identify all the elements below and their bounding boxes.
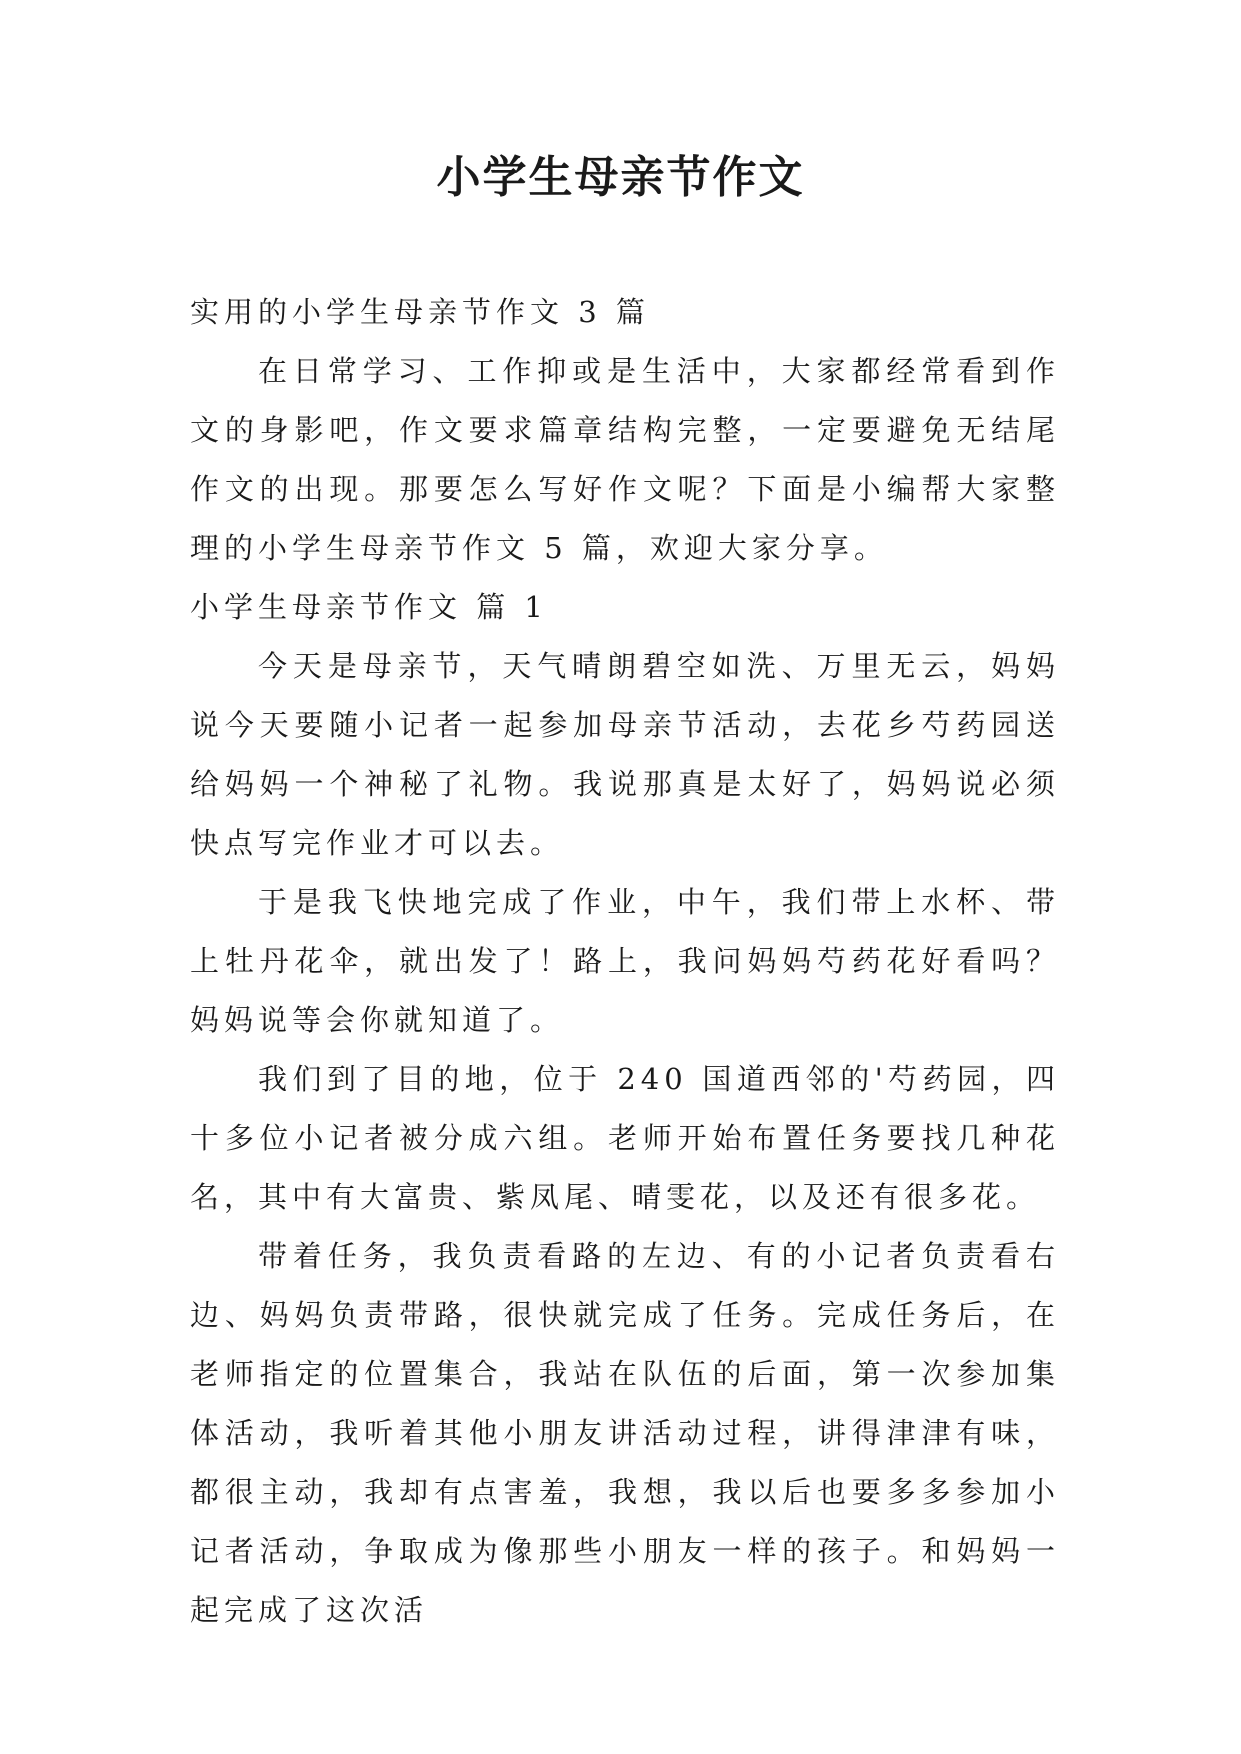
section-heading: 小学生母亲节作文 篇 1: [190, 590, 548, 624]
body-paragraph: 带着任务，我负责看路的左边、有的小记者负责看右边、妈妈负责带路，很快就完成了任务。完成任务后，在老师指定的位置集合，我站在队伍的后面，第一次参加集体活动，我听着其他小朋友讲活动过程，讲得津津有味，都很主动，我却有点害羞，我想，我以后也要多多参加小记者活动，争取成为像那些小朋友一样的孩子。和妈妈一起完成了这次活: [190, 1239, 1060, 1627]
body-paragraph: 于是我飞快地完成了作业，中午，我们带上水杯、带上牡丹花伞，就出发了！路上，我问妈妈芍药花好看吗？妈妈说等会你就知道了。: [190, 885, 1060, 1037]
body-paragraph: 今天是母亲节，天气晴朗碧空如洗、万里无云，妈妈说今天要随小记者一起参加母亲节活动，去花乡芍药园送给妈妈一个神秘了礼物。我说那真是太好了，妈妈说必须快点写完作业才可以去。: [190, 649, 1060, 860]
body-paragraph: 我们到了目的地，位于 240 国道西邻的'芍药园，四十多位小记者被分成六组。老师开始布置任务要找几种花名，其中有大富贵、紫凤尾、晴雯花，以及还有很多花。: [190, 1062, 1060, 1214]
document-title: 小学生母亲节作文: [436, 152, 805, 203]
document-body: [190, 283, 1060, 1640]
intro-paragraph: 在日常学习、工作抑或是生活中，大家都经常看到作文的身影吧，作文要求篇章结构完整，一定要避免无结尾作文的出现。那要怎么写好作文呢？下面是小编帮大家整理的小学生母亲节作文 5 篇，欢迎大家分享。: [190, 354, 1060, 565]
document-subtitle: 实用的小学生母亲节作文 3 篇: [190, 295, 650, 329]
